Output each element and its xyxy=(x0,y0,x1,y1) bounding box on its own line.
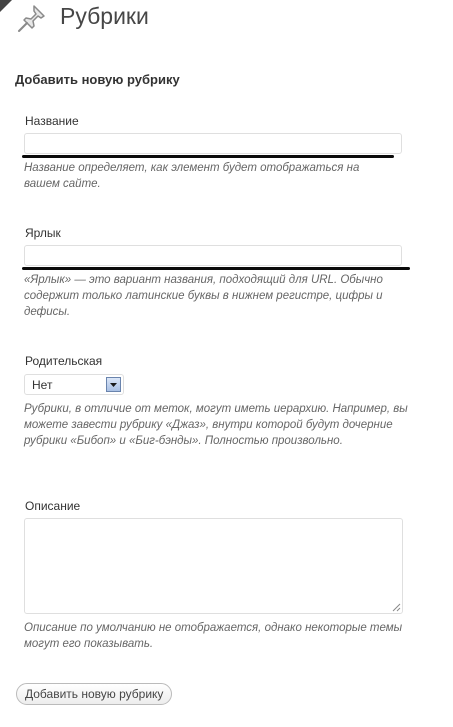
parent-help-text: Рубрики, в отличие от меток, могут иметь иерархию. Например, вы можете завести рубрику «Джаз», внутри которой будут дочерние рубрики «Бибоп» и «Биг-бэнды». Полностью произвольно. xyxy=(24,403,408,447)
description-label: Описание xyxy=(25,499,81,513)
page-header xyxy=(16,0,50,36)
corner-artifact xyxy=(0,0,12,12)
parent-select-value: Нет xyxy=(32,378,53,392)
resize-grip-icon[interactable] xyxy=(392,603,401,612)
slug-help-text: «Ярлык» — это вариант названия, подходящий для URL. Обычно содержит только латинские буквы в нижнем регистре, цифры и дефисы. xyxy=(24,274,383,318)
slug-label: Ярлык xyxy=(25,226,61,240)
page-title: Рубрики xyxy=(60,3,149,29)
name-help-text: Название определяет, как элемент будет отображаться на вашем сайте. xyxy=(24,162,360,190)
dropdown-arrow-icon[interactable] xyxy=(106,377,121,392)
description-textarea[interactable] xyxy=(24,518,403,614)
form-title: Добавить новую рубрику xyxy=(15,72,180,87)
annotation-underline xyxy=(22,267,410,270)
parent-select[interactable] xyxy=(24,374,124,395)
parent-label: Родительская xyxy=(25,354,103,368)
name-label: Название xyxy=(25,114,79,128)
name-input[interactable] xyxy=(24,133,402,154)
pushpin-icon xyxy=(16,2,50,34)
annotation-underline xyxy=(22,155,394,158)
description-help-text: Описание по умолчанию не отображается, однако некоторые темы могут его показывать. xyxy=(24,622,403,650)
slug-input[interactable] xyxy=(24,245,402,266)
add-category-button[interactable]: Добавить новую рубрику xyxy=(16,683,172,705)
